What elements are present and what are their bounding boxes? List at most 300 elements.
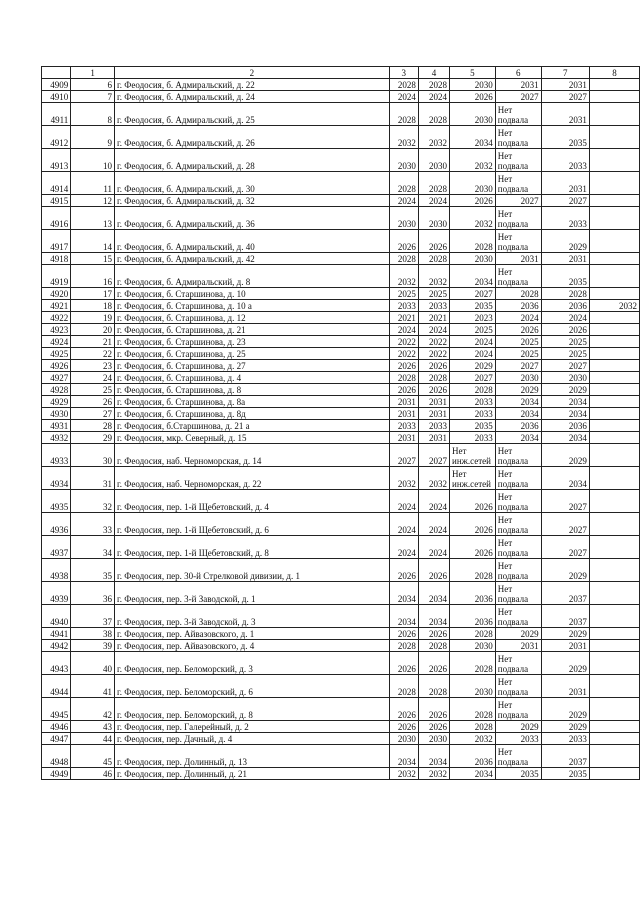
cell-year-col-5: 2033	[450, 432, 496, 444]
cell-year-col-6: Нет подвала	[495, 126, 541, 149]
cell-year-col-3: 2022	[389, 336, 418, 348]
cell-year-col-6: Нет подвала	[495, 265, 541, 288]
cell-address: г. Феодосия, б. Старшинова, д. 8д	[115, 408, 390, 420]
cell-row-number: 4944	[42, 675, 71, 698]
cell-row-number: 4942	[42, 640, 71, 652]
cell-year-col-8	[589, 652, 639, 675]
cell-year-col-4: 2032	[418, 768, 449, 780]
cell-year-col-7: 2029	[541, 444, 589, 467]
cell-item-number: 42	[71, 698, 115, 721]
table-row	[42, 348, 640, 360]
cell-year-col-5: 2034	[450, 126, 496, 149]
cell-year-col-8	[589, 195, 639, 207]
cell-year-col-3: 2024	[389, 195, 418, 207]
cell-year-col-7: 2034	[541, 432, 589, 444]
cell-year-col-8	[589, 103, 639, 126]
cell-year-col-3: 2028	[389, 372, 418, 384]
cell-year-col-8	[589, 582, 639, 605]
cell-year-col-4: 2026	[418, 384, 449, 396]
cell-year-col-3: 2021	[389, 312, 418, 324]
cell-address: г. Феодосия, б. Адмиральский, д. 24	[115, 91, 390, 103]
cell-year-col-3: 2024	[389, 490, 418, 513]
cell-address: г. Феодосия, б. Старшинова, д. 8а	[115, 396, 390, 408]
cell-year-col-4: 2034	[418, 605, 449, 628]
cell-year-col-7: 2037	[541, 605, 589, 628]
table-row	[42, 396, 640, 408]
table-row	[42, 408, 640, 420]
cell-row-number: 4933	[42, 444, 71, 467]
cell-year-col-8	[589, 768, 639, 780]
cell-year-col-6: 2024	[495, 312, 541, 324]
cell-year-col-7: 2028	[541, 288, 589, 300]
cell-item-number: 40	[71, 652, 115, 675]
cell-year-col-3: 2026	[389, 384, 418, 396]
cell-year-col-5: 2032	[450, 207, 496, 230]
cell-item-number: 33	[71, 513, 115, 536]
cell-year-col-4: 2024	[418, 91, 449, 103]
table-row	[42, 288, 640, 300]
cell-year-col-6: Нет подвала	[495, 652, 541, 675]
cell-year-col-8	[589, 172, 639, 195]
cell-item-number: 25	[71, 384, 115, 396]
cell-year-col-5: 2036	[450, 605, 496, 628]
cell-year-col-4: 2030	[418, 149, 449, 172]
cell-year-col-7: 2031	[541, 172, 589, 195]
cell-year-col-7: 2037	[541, 582, 589, 605]
cell-year-col-6: 2031	[495, 253, 541, 265]
cell-year-col-3: 2030	[389, 207, 418, 230]
cell-item-number: 36	[71, 582, 115, 605]
cell-year-col-8	[589, 698, 639, 721]
cell-year-col-3: 2028	[389, 79, 418, 91]
cell-year-col-6: 2031	[495, 640, 541, 652]
cell-year-col-3: 2032	[389, 265, 418, 288]
cell-year-col-4: 2022	[418, 336, 449, 348]
cell-address: г. Феодосия, б. Адмиральский, д. 8	[115, 265, 390, 288]
cell-row-number: 4910	[42, 91, 71, 103]
cell-item-number: 28	[71, 420, 115, 432]
cell-address: г. Феодосия, пер. Беломорский, д. 8	[115, 698, 390, 721]
cell-year-col-6: 2035	[495, 768, 541, 780]
cell-year-col-5: 2028	[450, 721, 496, 733]
cell-address: г. Феодосия, пер. Беломорский, д. 6	[115, 675, 390, 698]
cell-address: г. Феодосия, б. Старшинова, д. 8	[115, 384, 390, 396]
table-row	[42, 605, 640, 628]
cell-year-col-5: Нет инж.сетей	[450, 444, 496, 467]
cell-year-col-7: 2034	[541, 408, 589, 420]
cell-address: г. Феодосия, б. Старшинова, д. 10	[115, 288, 390, 300]
cell-row-number: 4935	[42, 490, 71, 513]
cell-year-col-4: 2028	[418, 172, 449, 195]
cell-year-col-4: 2028	[418, 640, 449, 652]
table-row	[42, 230, 640, 253]
table-row	[42, 559, 640, 582]
cell-address: г. Феодосия, б. Адмиральский, д. 36	[115, 207, 390, 230]
header-row	[42, 67, 640, 79]
cell-item-number: 46	[71, 768, 115, 780]
cell-year-col-6: 2027	[495, 360, 541, 372]
cell-year-col-3: 2028	[389, 675, 418, 698]
cell-year-col-3: 2026	[389, 628, 418, 640]
cell-year-col-6: 2033	[495, 733, 541, 745]
cell-address: г. Феодосия, б. Адмиральский, д. 22	[115, 79, 390, 91]
cell-year-col-6: 2029	[495, 721, 541, 733]
cell-year-col-8	[589, 265, 639, 288]
cell-year-col-4: 2026	[418, 652, 449, 675]
cell-year-col-5: 2033	[450, 408, 496, 420]
cell-address: г. Феодосия, б. Старшинова, д. 4	[115, 372, 390, 384]
cell-row-number: 4926	[42, 360, 71, 372]
table-row	[42, 384, 640, 396]
table-row	[42, 652, 640, 675]
cell-row-number: 4932	[42, 432, 71, 444]
cell-year-col-6: Нет подвала	[495, 582, 541, 605]
cell-row-number: 4941	[42, 628, 71, 640]
cell-row-number: 4949	[42, 768, 71, 780]
cell-year-col-7: 2029	[541, 721, 589, 733]
cell-year-col-7: 2029	[541, 230, 589, 253]
cell-item-number: 37	[71, 605, 115, 628]
cell-year-col-3: 2031	[389, 408, 418, 420]
cell-year-col-7: 2036	[541, 300, 589, 312]
table-row	[42, 432, 640, 444]
cell-address: г. Феодосия, б. Старшинова, д. 21	[115, 324, 390, 336]
header-cell-row-number	[42, 67, 71, 79]
cell-row-number: 4946	[42, 721, 71, 733]
cell-address: г. Феодосия, наб. Черноморская, д. 14	[115, 444, 390, 467]
cell-item-number: 24	[71, 372, 115, 384]
cell-year-col-8	[589, 384, 639, 396]
table-row	[42, 103, 640, 126]
table-row	[42, 126, 640, 149]
cell-year-col-5: 2028	[450, 652, 496, 675]
cell-year-col-8	[589, 432, 639, 444]
cell-year-col-5: 2030	[450, 103, 496, 126]
cell-year-col-6: 2036	[495, 420, 541, 432]
cell-year-col-5: 2030	[450, 253, 496, 265]
cell-address: г. Феодосия, пер. 30-й Стрелковой дивизии, д. 1	[115, 559, 390, 582]
cell-item-number: 16	[71, 265, 115, 288]
cell-address: г. Феодосия, б. Старшинова, д. 10 а	[115, 300, 390, 312]
cell-year-col-5: 2026	[450, 91, 496, 103]
cell-year-col-5: 2027	[450, 288, 496, 300]
cell-item-number: 15	[71, 253, 115, 265]
cell-year-col-5: Нет инж.сетей	[450, 467, 496, 490]
cell-year-col-3: 2034	[389, 745, 418, 768]
cell-year-col-3: 2030	[389, 733, 418, 745]
cell-row-number: 4914	[42, 172, 71, 195]
cell-year-col-3: 2034	[389, 605, 418, 628]
header-cell-address: 2	[115, 67, 390, 79]
cell-year-col-3: 2026	[389, 360, 418, 372]
cell-year-col-6: Нет подвала	[495, 745, 541, 768]
cell-year-col-7: 2026	[541, 324, 589, 336]
cell-year-col-7: 2033	[541, 733, 589, 745]
cell-item-number: 44	[71, 733, 115, 745]
cell-row-number: 4909	[42, 79, 71, 91]
cell-address: г. Феодосия, пер. 3-й Заводской, д. 1	[115, 582, 390, 605]
cell-year-col-4: 2032	[418, 467, 449, 490]
cell-item-number: 35	[71, 559, 115, 582]
cell-item-number: 22	[71, 348, 115, 360]
cell-item-number: 29	[71, 432, 115, 444]
cell-year-col-6: Нет подвала	[495, 207, 541, 230]
cell-address: г. Феодосия, пер. 1-й Щебетовский, д. 4	[115, 490, 390, 513]
cell-address: г. Феодосия, б.Старшинова, д. 21 а	[115, 420, 390, 432]
cell-row-number: 4925	[42, 348, 71, 360]
table-row	[42, 253, 640, 265]
cell-year-col-5: 2026	[450, 195, 496, 207]
cell-row-number: 4912	[42, 126, 71, 149]
header-cell-item-number: 1	[71, 67, 115, 79]
cell-year-col-7: 2031	[541, 253, 589, 265]
cell-row-number: 4920	[42, 288, 71, 300]
cell-year-col-5: 2028	[450, 230, 496, 253]
header-cell-year-col-5: 5	[450, 67, 496, 79]
cell-year-col-6: 2031	[495, 79, 541, 91]
cell-year-col-4: 2028	[418, 253, 449, 265]
cell-year-col-8: 2032	[589, 300, 639, 312]
cell-address: г. Феодосия, пер. 1-й Щебетовский, д. 8	[115, 536, 390, 559]
cell-year-col-6: 2025	[495, 348, 541, 360]
cell-year-col-6: Нет подвала	[495, 536, 541, 559]
cell-row-number: 4937	[42, 536, 71, 559]
cell-year-col-3: 2032	[389, 768, 418, 780]
cell-row-number: 4924	[42, 336, 71, 348]
cell-year-col-8	[589, 372, 639, 384]
cell-item-number: 10	[71, 149, 115, 172]
cell-year-col-8	[589, 324, 639, 336]
cell-year-col-7: 2033	[541, 207, 589, 230]
cell-year-col-4: 2030	[418, 207, 449, 230]
cell-year-col-8	[589, 253, 639, 265]
cell-year-col-5: 2026	[450, 490, 496, 513]
cell-address: г. Феодосия, б. Старшинова, д. 25	[115, 348, 390, 360]
cell-year-col-8	[589, 288, 639, 300]
table-row	[42, 768, 640, 780]
cell-item-number: 32	[71, 490, 115, 513]
cell-year-col-3: 2028	[389, 253, 418, 265]
cell-year-col-3: 2024	[389, 324, 418, 336]
cell-year-col-8	[589, 396, 639, 408]
cell-year-col-7: 2031	[541, 675, 589, 698]
cell-year-col-3: 2025	[389, 288, 418, 300]
cell-item-number: 45	[71, 745, 115, 768]
cell-year-col-8	[589, 126, 639, 149]
cell-address: г. Феодосия, наб. Черноморская, д. 22	[115, 467, 390, 490]
cell-year-col-8	[589, 312, 639, 324]
cell-row-number: 4936	[42, 513, 71, 536]
cell-year-col-8	[589, 408, 639, 420]
cell-year-col-3: 2032	[389, 126, 418, 149]
cell-year-col-3: 2024	[389, 513, 418, 536]
cell-year-col-3: 2026	[389, 721, 418, 733]
cell-item-number: 41	[71, 675, 115, 698]
cell-address: г. Феодосия, мкр. Северный, д. 15	[115, 432, 390, 444]
table-row	[42, 698, 640, 721]
table-row	[42, 79, 640, 91]
cell-item-number: 6	[71, 79, 115, 91]
table-row	[42, 721, 640, 733]
cell-year-col-7: 2029	[541, 698, 589, 721]
cell-year-col-6: 2026	[495, 324, 541, 336]
table-row	[42, 172, 640, 195]
cell-item-number: 8	[71, 103, 115, 126]
table-row	[42, 536, 640, 559]
cell-row-number: 4938	[42, 559, 71, 582]
cell-year-col-7: 2034	[541, 396, 589, 408]
header-cell-year-col-3: 3	[389, 67, 418, 79]
cell-year-col-4: 2024	[418, 195, 449, 207]
cell-year-col-4: 2026	[418, 628, 449, 640]
cell-year-col-3: 2027	[389, 444, 418, 467]
table-row	[42, 420, 640, 432]
cell-year-col-6: 2029	[495, 384, 541, 396]
cell-year-col-5: 2029	[450, 360, 496, 372]
cell-year-col-6: 2027	[495, 91, 541, 103]
cell-year-col-6: Нет подвала	[495, 172, 541, 195]
cell-row-number: 4913	[42, 149, 71, 172]
header-cell-year-col-8: 8	[589, 67, 639, 79]
cell-row-number: 4922	[42, 312, 71, 324]
cell-year-col-5: 2032	[450, 733, 496, 745]
cell-year-col-5: 2028	[450, 559, 496, 582]
table-row	[42, 582, 640, 605]
cell-year-col-4: 2028	[418, 103, 449, 126]
cell-address: г. Феодосия, б. Адмиральский, д. 42	[115, 253, 390, 265]
cell-year-col-6: Нет подвала	[495, 490, 541, 513]
table-row	[42, 745, 640, 768]
cell-year-col-4: 2022	[418, 348, 449, 360]
cell-year-col-4: 2031	[418, 408, 449, 420]
cell-year-col-3: 2030	[389, 149, 418, 172]
cell-year-col-4: 2026	[418, 559, 449, 582]
cell-year-col-7: 2027	[541, 513, 589, 536]
cell-year-col-8	[589, 348, 639, 360]
cell-year-col-6: 2034	[495, 432, 541, 444]
cell-row-number: 4919	[42, 265, 71, 288]
cell-year-col-6: Нет подвала	[495, 103, 541, 126]
cell-year-col-7: 2027	[541, 536, 589, 559]
table-row	[42, 733, 640, 745]
cell-year-col-7: 2033	[541, 149, 589, 172]
cell-year-col-3: 2024	[389, 91, 418, 103]
cell-year-col-5: 2035	[450, 300, 496, 312]
cell-address: г. Феодосия, пер. 1-й Щебетовский, д. 6	[115, 513, 390, 536]
table-row	[42, 207, 640, 230]
cell-address: г. Феодосия, б. Старшинова, д. 27	[115, 360, 390, 372]
cell-item-number: 20	[71, 324, 115, 336]
cell-row-number: 4930	[42, 408, 71, 420]
cell-year-col-7: 2034	[541, 467, 589, 490]
cell-row-number: 4943	[42, 652, 71, 675]
cell-year-col-7: 2029	[541, 652, 589, 675]
cell-year-col-8	[589, 230, 639, 253]
cell-year-col-6: 2027	[495, 195, 541, 207]
table-row	[42, 312, 640, 324]
header-cell-year-col-4: 4	[418, 67, 449, 79]
cell-item-number: 31	[71, 467, 115, 490]
cell-address: г. Феодосия, б. Адмиральский, д. 28	[115, 149, 390, 172]
schedule-table	[41, 66, 640, 780]
cell-year-col-6: Нет подвала	[495, 467, 541, 490]
cell-year-col-4: 2028	[418, 372, 449, 384]
cell-year-col-4: 2025	[418, 288, 449, 300]
table-row	[42, 149, 640, 172]
cell-item-number: 9	[71, 126, 115, 149]
cell-year-col-7: 2035	[541, 768, 589, 780]
cell-year-col-6: 2034	[495, 408, 541, 420]
cell-item-number: 27	[71, 408, 115, 420]
cell-item-number: 30	[71, 444, 115, 467]
cell-year-col-5: 2026	[450, 536, 496, 559]
cell-year-col-8	[589, 444, 639, 467]
cell-item-number: 12	[71, 195, 115, 207]
cell-year-col-4: 2033	[418, 420, 449, 432]
cell-year-col-4: 2026	[418, 230, 449, 253]
cell-address: г. Феодосия, б. Адмиральский, д. 25	[115, 103, 390, 126]
cell-year-col-5: 2028	[450, 698, 496, 721]
cell-year-col-3: 2028	[389, 172, 418, 195]
cell-year-col-3: 2026	[389, 652, 418, 675]
cell-row-number: 4928	[42, 384, 71, 396]
cell-year-col-6: 2036	[495, 300, 541, 312]
table-row	[42, 467, 640, 490]
cell-row-number: 4917	[42, 230, 71, 253]
cell-year-col-7: 2027	[541, 195, 589, 207]
cell-year-col-3: 2032	[389, 467, 418, 490]
table-row	[42, 675, 640, 698]
cell-year-col-6: Нет подвала	[495, 559, 541, 582]
cell-year-col-5: 2033	[450, 396, 496, 408]
cell-year-col-5: 2024	[450, 348, 496, 360]
header-cell-year-col-7: 7	[541, 67, 589, 79]
cell-year-col-7: 2025	[541, 348, 589, 360]
cell-year-col-5: 2026	[450, 513, 496, 536]
table-row	[42, 265, 640, 288]
cell-year-col-4: 2024	[418, 324, 449, 336]
cell-item-number: 23	[71, 360, 115, 372]
cell-year-col-8	[589, 149, 639, 172]
cell-year-col-5: 2034	[450, 768, 496, 780]
table-row	[42, 336, 640, 348]
cell-year-col-3: 2033	[389, 420, 418, 432]
cell-year-col-4: 2024	[418, 490, 449, 513]
cell-year-col-6: Нет подвала	[495, 444, 541, 467]
cell-item-number: 7	[71, 91, 115, 103]
header-cell-year-col-6: 6	[495, 67, 541, 79]
cell-year-col-5: 2025	[450, 324, 496, 336]
cell-year-col-3: 2031	[389, 396, 418, 408]
cell-year-col-6: Нет подвала	[495, 230, 541, 253]
cell-year-col-5: 2028	[450, 384, 496, 396]
cell-year-col-7: 2031	[541, 103, 589, 126]
cell-year-col-3: 2028	[389, 640, 418, 652]
cell-item-number: 18	[71, 300, 115, 312]
cell-address: г. Феодосия, б. Адмиральский, д. 40	[115, 230, 390, 253]
cell-year-col-8	[589, 733, 639, 745]
cell-item-number: 11	[71, 172, 115, 195]
cell-year-col-8	[589, 420, 639, 432]
cell-address: г. Феодосия, пер. Айвазовского, д. 1	[115, 628, 390, 640]
cell-year-col-5: 2030	[450, 79, 496, 91]
cell-year-col-7: 2027	[541, 490, 589, 513]
cell-year-col-7: 2031	[541, 640, 589, 652]
cell-year-col-3: 2026	[389, 698, 418, 721]
cell-year-col-7: 2029	[541, 628, 589, 640]
table-row	[42, 628, 640, 640]
cell-row-number: 4929	[42, 396, 71, 408]
